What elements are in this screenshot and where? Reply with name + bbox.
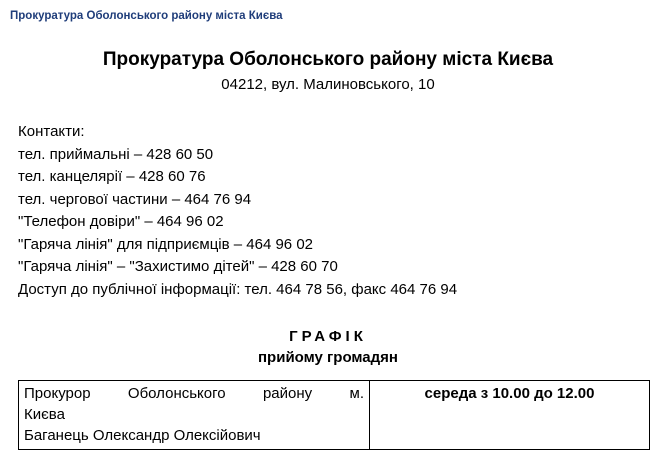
schedule-post-name: Баганець Олександр Олексійович — [24, 427, 261, 444]
reception-schedule-table — [18, 380, 650, 450]
contact-line-trust-phone: "Телефон довіри" – 464 96 02 — [18, 213, 224, 230]
schedule-post-line1: Прокурор Оболонського району м. — [24, 385, 364, 402]
schedule-time-cell: середа з 10.00 до 12.00 — [370, 381, 650, 450]
contact-line-office: тел. канцелярії – 428 60 76 — [18, 168, 206, 185]
contacts-heading: Контакти: — [18, 123, 85, 140]
breadcrumb[interactable]: Прокуратура Оболонського району міста Києва — [10, 10, 283, 22]
contact-line-public-info: Доступ до публічної інформації: тел. 464 78 56, факс 464 76 94 — [18, 280, 458, 298]
page-title: Прокуратура Оболонського району міста Києва — [102, 49, 554, 70]
contact-line-hotline-business: "Гаряча лінія" для підприємців – 464 96 02 — [18, 235, 313, 253]
schedule-heading: ГРАФІК — [289, 328, 367, 345]
contact-line-duty: тел. чергової частини – 464 76 94 — [18, 190, 252, 208]
office-address: 04212, вул. Малиновського, 10 — [221, 76, 435, 93]
contact-line-hotline-children: "Гаряча лінія" – "Захистимо дітей" – 428 60 70 — [18, 258, 338, 275]
schedule-subheading: прийому громадян — [258, 349, 398, 366]
table-row — [19, 381, 650, 450]
contacts-block — [18, 121, 648, 301]
schedule-post-cell — [19, 381, 370, 450]
contact-line-reception: тел. приймальні – 428 60 50 — [18, 145, 214, 163]
schedule-post-line2: Києва — [24, 406, 65, 423]
